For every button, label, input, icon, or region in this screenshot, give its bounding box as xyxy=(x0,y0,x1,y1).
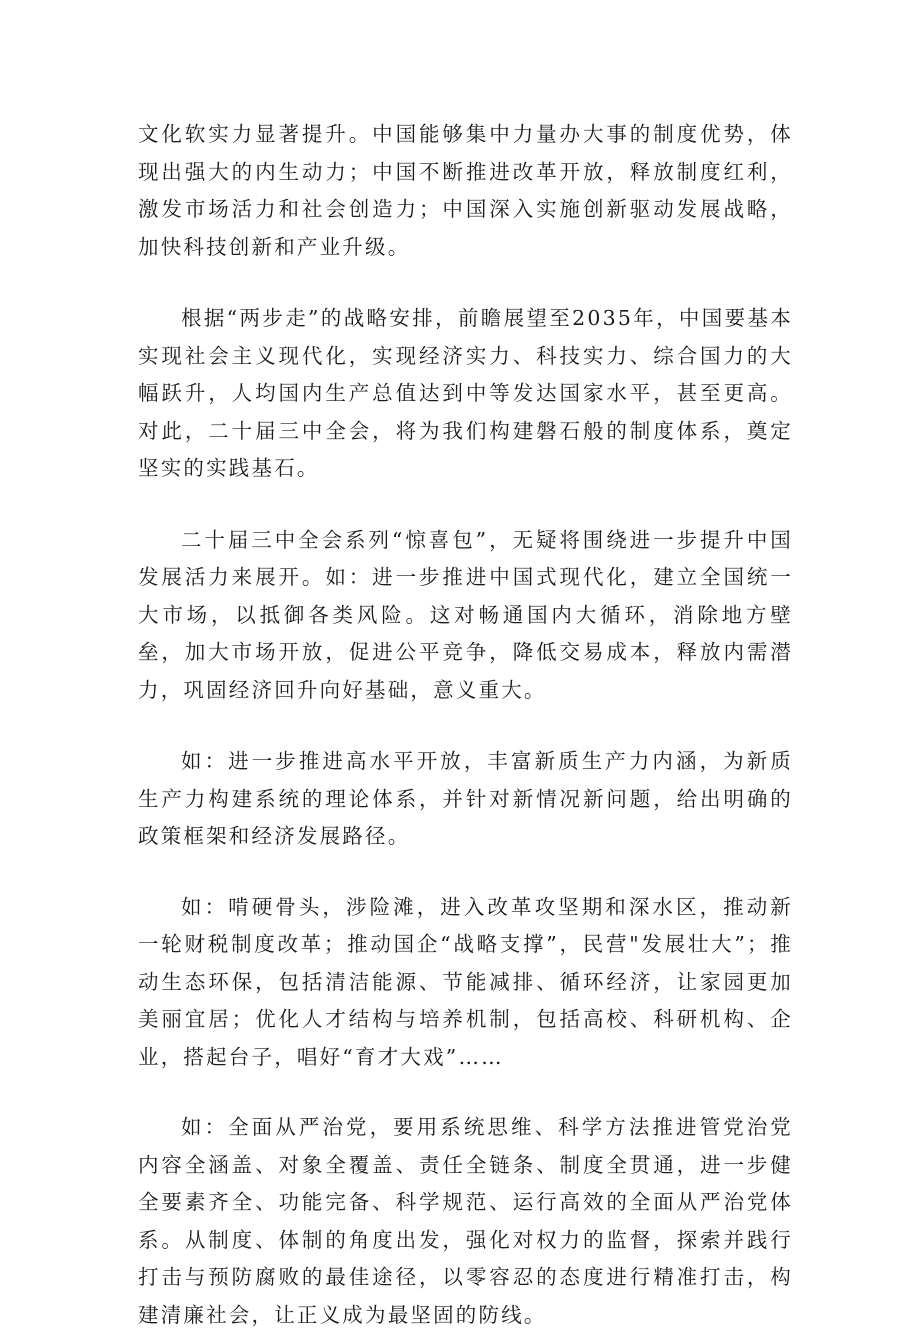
paragraph-1: 文化软实力显著提升。中国能够集中力量办大事的制度优势，体现出强大的内生动力；中国不断推进改革开放，释放制度红利，激发市场活力和社会创造力；中国深入实施创新驱动发展战略，加快科技创新和产业升级。 xyxy=(138,122,793,259)
paragraph-2: 根据“两步走”的战略安排，前瞻展望至2035年，中国要基本实现社会主义现代化，实现经济实力、科技实力、综合国力的大幅跃升，人均国内生产总值达到中等发达国家水平，甚至更高。对此，二十届三中全会，将为我们构建磐石般的制度体系，奠定坚实的实践基石。 xyxy=(138,306,793,480)
paragraph-6: 如：全面从严治党，要用系统思维、科学方法推进管党治党内容全涵盖、对象全覆盖、责任全链条、制度全贯通，进一步健全要素齐全、功能完备、科学规范、运行高效的全面从严治党体系。从制度、体制的角度出发，强化对权力的监督，探索并践行打击与预防腐败的最佳途径，以零容忍的态度进行精准打击，构建清廉社会，让正义成为最坚固的防线。 xyxy=(138,1115,793,1327)
paragraph-3: 二十届三中全会系列“惊喜包”，无疑将围绕进一步提升中国发展活力来展开。如：进一步推进中国式现代化，建立全国统一大市场，以抵御各类风险。这对畅通国内大循环，消除地方壁垒，加大市场开放，促进公平竞争，降低交易成本，释放内需潜力，巩固经济回升向好基础，意义重大。 xyxy=(138,527,793,702)
document-body xyxy=(138,116,793,1334)
paragraph-4: 如：进一步推进高水平开放，丰富新质生产力内涵，为新质生产力构建系统的理论体系，并针对新情况新问题，给出明确的政策框架和经济发展路径。 xyxy=(138,749,793,848)
paragraph-5: 如：啃硬骨头，涉险滩，进入改革攻坚期和深水区，推动新一轮财税制度改革；推动国企“战略支撑”，民营"发展壮大”；推动生态环保，包括清洁能源、节能减排、循环经济，让家园更加美丽宜居；优化人才结构与培养机制，包括高校、科研机构、企业，搭起台子，唱好“育才大戏”…… xyxy=(138,894,793,1069)
